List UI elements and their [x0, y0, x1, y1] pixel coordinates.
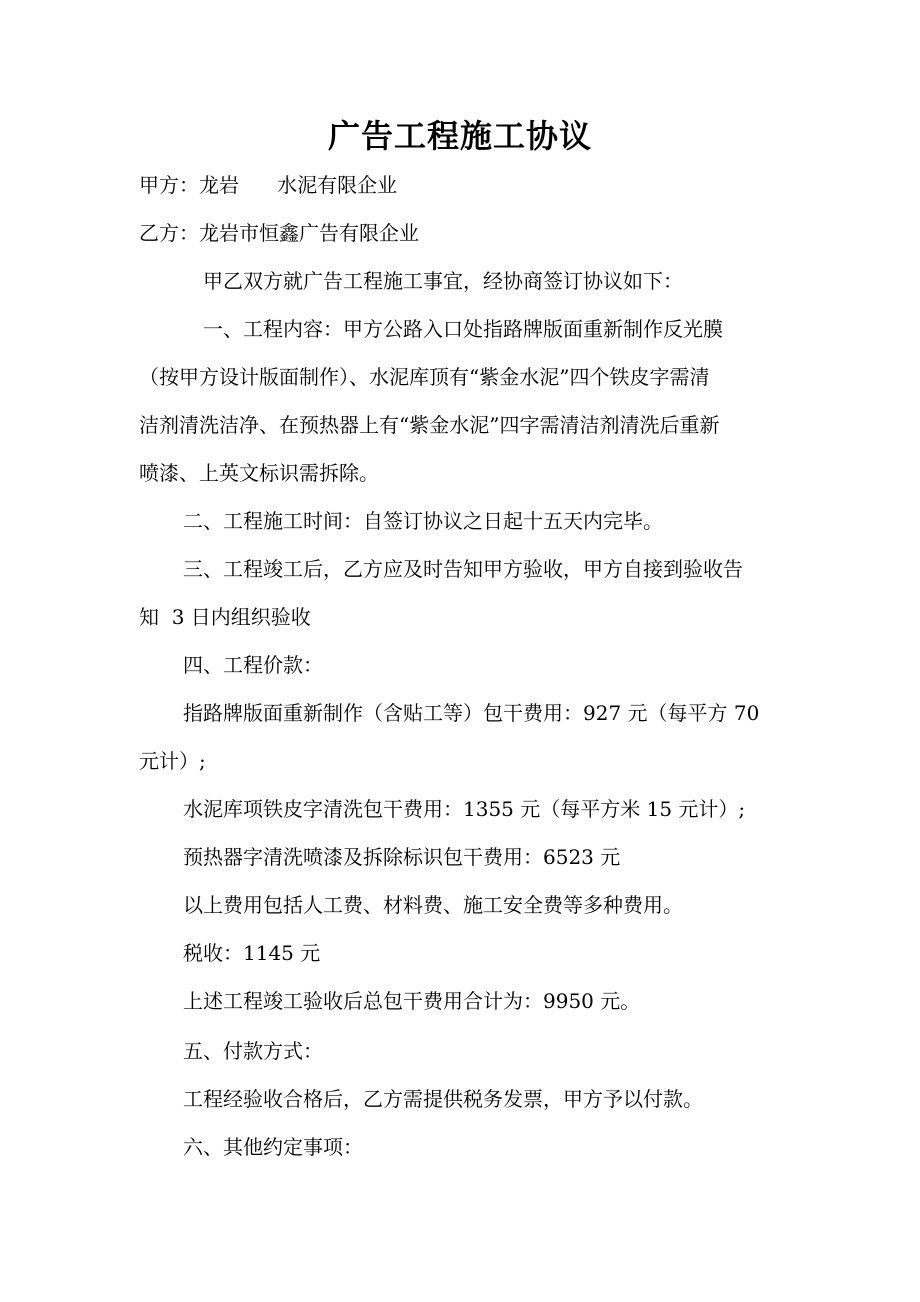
party-a-line: 甲方：龙岩 水泥有限企业 [139, 173, 398, 197]
intro-paragraph: 甲乙双方就广告工程施工事宜，经协商签订协议如下： [203, 269, 683, 293]
section2-line: 二、工程施工时间：自签订协议之日起十五天内完毕。 [183, 509, 663, 533]
section5-heading: 五、付款方式： [183, 1039, 323, 1063]
section6-heading: 六、其他约定事项： [183, 1135, 363, 1159]
section3-line: 三、工程竣工后，乙方应及时告知甲方验收，甲方自接到验收告 [183, 557, 743, 581]
tax-line: 税收：1145 元 [183, 941, 321, 965]
section1-line: 洁剂清洗洁净、在预热器上有“紫金水泥”四字需清洁剂清洗后重新 [139, 413, 720, 437]
total-line: 上述工程竣工验收后总包干费用合计为：9950 元。 [183, 989, 641, 1013]
price-item-line: 元计）; [139, 749, 206, 773]
party-b-line: 乙方：龙岩市恒鑫广告有限企业 [139, 221, 419, 245]
section5-body: 工程经验收合格后，乙方需提供税务发票，甲方予以付款。 [183, 1087, 703, 1111]
price-item-line: 预热器字清洗喷漆及拆除标识包干费用：6523 元 [183, 845, 621, 869]
section1-line: 喷漆、上英文标识需拆除。 [139, 461, 379, 485]
section1-line: （按甲方设计版面制作）、水泥库顶有“紫金水泥”四个铁皮字需清 [139, 365, 710, 389]
section4-heading: 四、工程价款： [183, 653, 323, 677]
price-item-line: 指路牌版面重新制作（含贴工等）包干费用：927 元（每平方 70 [183, 701, 760, 725]
section3-line: 知 3 日内组织验收 [139, 605, 311, 629]
document-title: 广告工程施工协议 [327, 117, 592, 155]
price-note: 以上费用包括人工费、材料费、施工安全费等多种费用。 [183, 893, 683, 917]
section1-line: 一、工程内容：甲方公路入口处指路牌版面重新制作反光膜 [203, 317, 723, 341]
price-item-line: 水泥库项铁皮字清洗包干费用：1355 元（每平方米 15 元计）; [183, 797, 746, 821]
